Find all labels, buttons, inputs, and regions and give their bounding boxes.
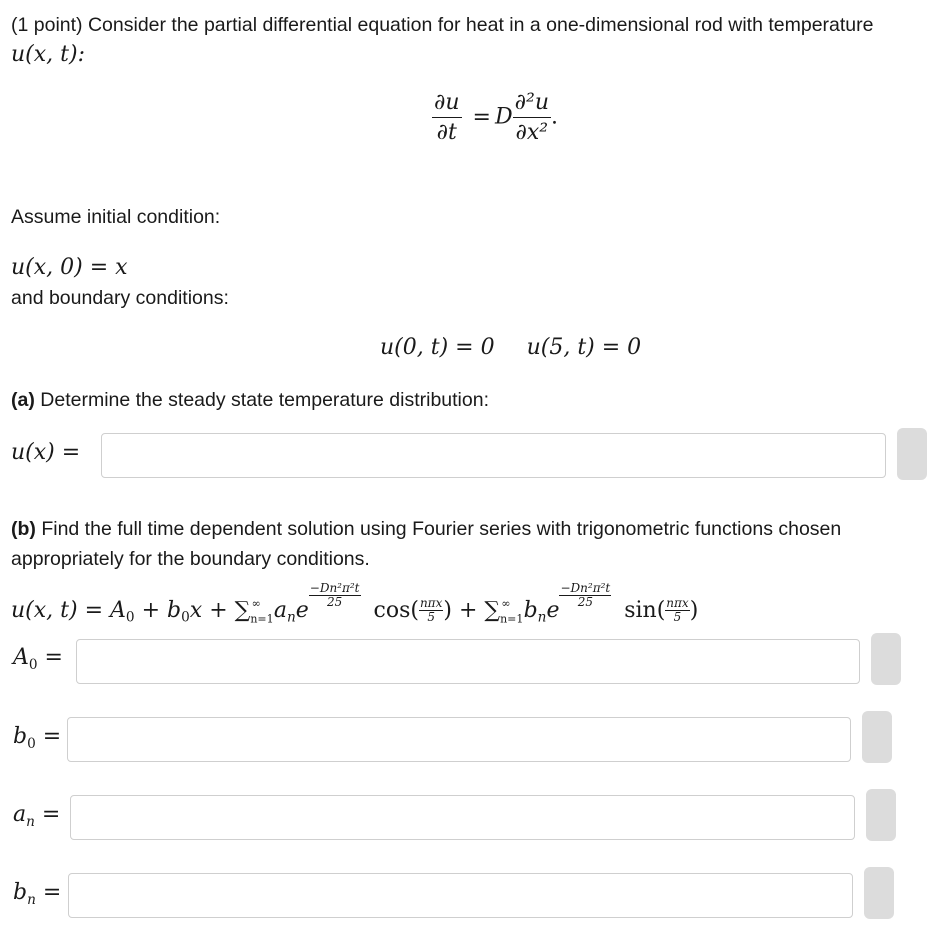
part-a-tag: (a)	[11, 389, 35, 411]
bn-var: b	[13, 880, 28, 905]
pde-lhs-den: ∂t	[436, 120, 457, 145]
initial-condition-label: Assume initial condition:	[11, 206, 221, 228]
pde-period: .	[551, 104, 558, 130]
exp1-fraction	[309, 582, 361, 609]
sin-arg	[665, 597, 689, 624]
b0-label: $b_0$ =	[13, 724, 62, 752]
part-a-prompt	[11, 388, 489, 412]
part-a-text: Determine the steady state temperature distribution:	[40, 389, 489, 411]
intro-sentence: Consider the partial differential equation for heat in a one-dimensional rod with temperature	[87, 14, 874, 36]
boundary-conditions-label: and boundary conditions:	[11, 287, 229, 309]
boundary-conditions-equation	[380, 335, 641, 360]
part-b-tag: (b)	[11, 518, 36, 540]
exp2-den: 25	[577, 595, 593, 609]
pde-rhs-num: ∂²u	[513, 90, 551, 118]
sum1-lower: n=1	[250, 612, 274, 626]
initial-condition-equation: u(x, 0) = x	[11, 255, 128, 280]
preview-button[interactable]	[871, 633, 901, 685]
b0-sub: 0	[27, 735, 36, 752]
an-input[interactable]	[70, 795, 855, 840]
bn-sub: n	[27, 891, 36, 908]
preview-button[interactable]	[897, 428, 927, 480]
part-b-prompt-line1	[11, 517, 841, 541]
b0-input[interactable]	[67, 717, 851, 762]
boundary-left: u(0, t) = 0	[380, 335, 495, 360]
pde-lhs-num: ∂u	[432, 90, 462, 118]
points-label: (1 point)	[11, 14, 83, 36]
preview-button[interactable]	[862, 711, 892, 763]
bn-input[interactable]	[68, 873, 853, 918]
an-sub: n	[26, 813, 35, 830]
an-label: $a_n$ =	[13, 802, 61, 830]
boundary-right: u(5, t) = 0	[526, 335, 642, 360]
exp1-den: 25	[326, 595, 343, 609]
cos-arg-den: 5	[427, 610, 435, 625]
exp2-fraction	[559, 582, 611, 609]
intro-text	[11, 13, 874, 37]
pde-rhs-fraction	[513, 90, 551, 145]
exp1-num: −Dn²π²t	[309, 581, 360, 595]
preview-button[interactable]	[866, 789, 896, 841]
sin-arg-num: nπx	[666, 596, 689, 611]
part-a-answer-label: u(x) =	[11, 440, 81, 465]
sin-arg-den: 5	[673, 610, 682, 625]
fourier-series-equation: u(x, $t) = A_0 + b_0x + \sum_{n=1}^\infty$ $a_ne$ $\frac{\text{−Dn²π²t}}{25}$ cos( $\frac{\text{nπx}}{5}$ ) + $\sum_{n=1}^\infty$ $b_ne$ $\frac{\text{−Dn²π²t}}{25}$ sin( $\frac{\text{nπx}}{5}$ )	[11, 581, 699, 626]
a0-sub: 0	[28, 656, 38, 673]
sum1-upper: ∞	[251, 597, 261, 611]
intro-function: u(x, t):	[11, 42, 85, 67]
pde-rhs-den: ∂x²	[515, 120, 549, 145]
cos-arg	[419, 597, 443, 624]
a0-input[interactable]	[76, 639, 860, 684]
pde-lhs-fraction	[432, 90, 462, 145]
b0-var: b	[13, 724, 28, 749]
a0-label: $A_0$ =	[13, 645, 63, 673]
pde-equation	[432, 90, 558, 145]
exp2-num: −Dn²π²t	[560, 581, 611, 595]
series-lhs: u(x, t) = A	[11, 597, 126, 623]
steady-state-input[interactable]	[101, 433, 886, 478]
a0-var: A	[13, 645, 29, 670]
part-b-text-1: Find the full time dependent solution using Fourier series with trigonometric functions chosen	[41, 518, 842, 540]
part-b-prompt-line2: appropriately for the boundary conditions.	[11, 548, 370, 570]
an-var: a	[13, 802, 27, 827]
pde-coefficient: D	[494, 104, 513, 130]
cos-arg-num: nπx	[419, 596, 443, 611]
pde-equals: =	[472, 104, 491, 130]
preview-button[interactable]	[864, 867, 894, 919]
bn-label: $b_n$ =	[13, 880, 62, 908]
